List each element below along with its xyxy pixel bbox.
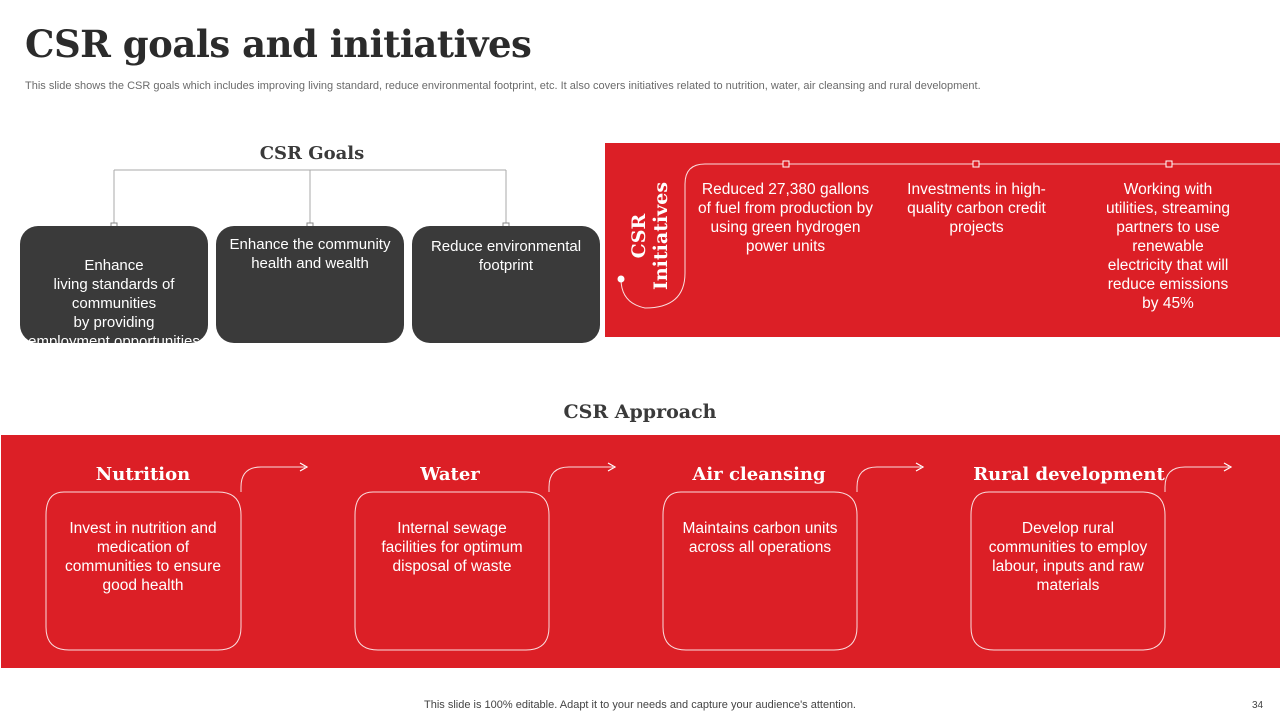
- approach-text-water: Internal sewage facilities for optimum disposal of waste: [381, 520, 523, 575]
- approach-text-rural-development: Develop rural communities to employ labour, inputs and raw materials: [988, 520, 1148, 594]
- approach-text-nutrition: Invest in nutrition and medication of communities to ensure good health: [65, 520, 221, 594]
- goal-box-1: [20, 226, 208, 350]
- goals-connector: [0, 0, 620, 240]
- initiative-text-1: Reduced 27,380 gallons of fuel from production by using green hydrogen power units: [698, 181, 873, 255]
- page-number: 34: [1252, 700, 1264, 711]
- goal-text-2: Enhance the community health and wealth: [229, 236, 391, 272]
- initiative-text-3: Working with utilities, streaming partners to use renewable electricity that will reduce emissions by 45%: [1105, 181, 1231, 312]
- approach-heading: CSR Approach: [563, 401, 717, 423]
- approach-text-air-cleansing: Maintains carbon units across all operations: [682, 520, 838, 556]
- approach-title-nutrition: Nutrition: [95, 464, 191, 485]
- page-subtitle: This slide shows the CSR goals which includes improving living standard, reduce environmental footprint, etc. It also covers initiatives related to nutrition, water, air cleansing and rural development.: [25, 80, 981, 92]
- footer-note: This slide is 100% editable. Adapt it to your needs and capture your audience's attention.: [424, 699, 856, 711]
- approach-title-water: Water: [420, 464, 480, 485]
- goal-box-3: [412, 226, 600, 343]
- goal-text-3: Reduce environmental footprint: [430, 238, 582, 274]
- page-title: CSR goals and initiatives: [25, 22, 532, 66]
- approach-title-air-cleansing: Air cleansing: [692, 464, 826, 485]
- goal-text-1: Enhance living standards of communities by providing employment opportunities: [28, 257, 200, 350]
- goal-box-2: [216, 226, 404, 343]
- initiative-text-2: Investments in high-quality carbon credit projects: [907, 181, 1046, 236]
- initiatives-heading: CSR Initiatives: [628, 181, 672, 291]
- approach-title-rural-development: Rural development: [973, 464, 1165, 485]
- goals-heading: CSR Goals: [259, 143, 365, 164]
